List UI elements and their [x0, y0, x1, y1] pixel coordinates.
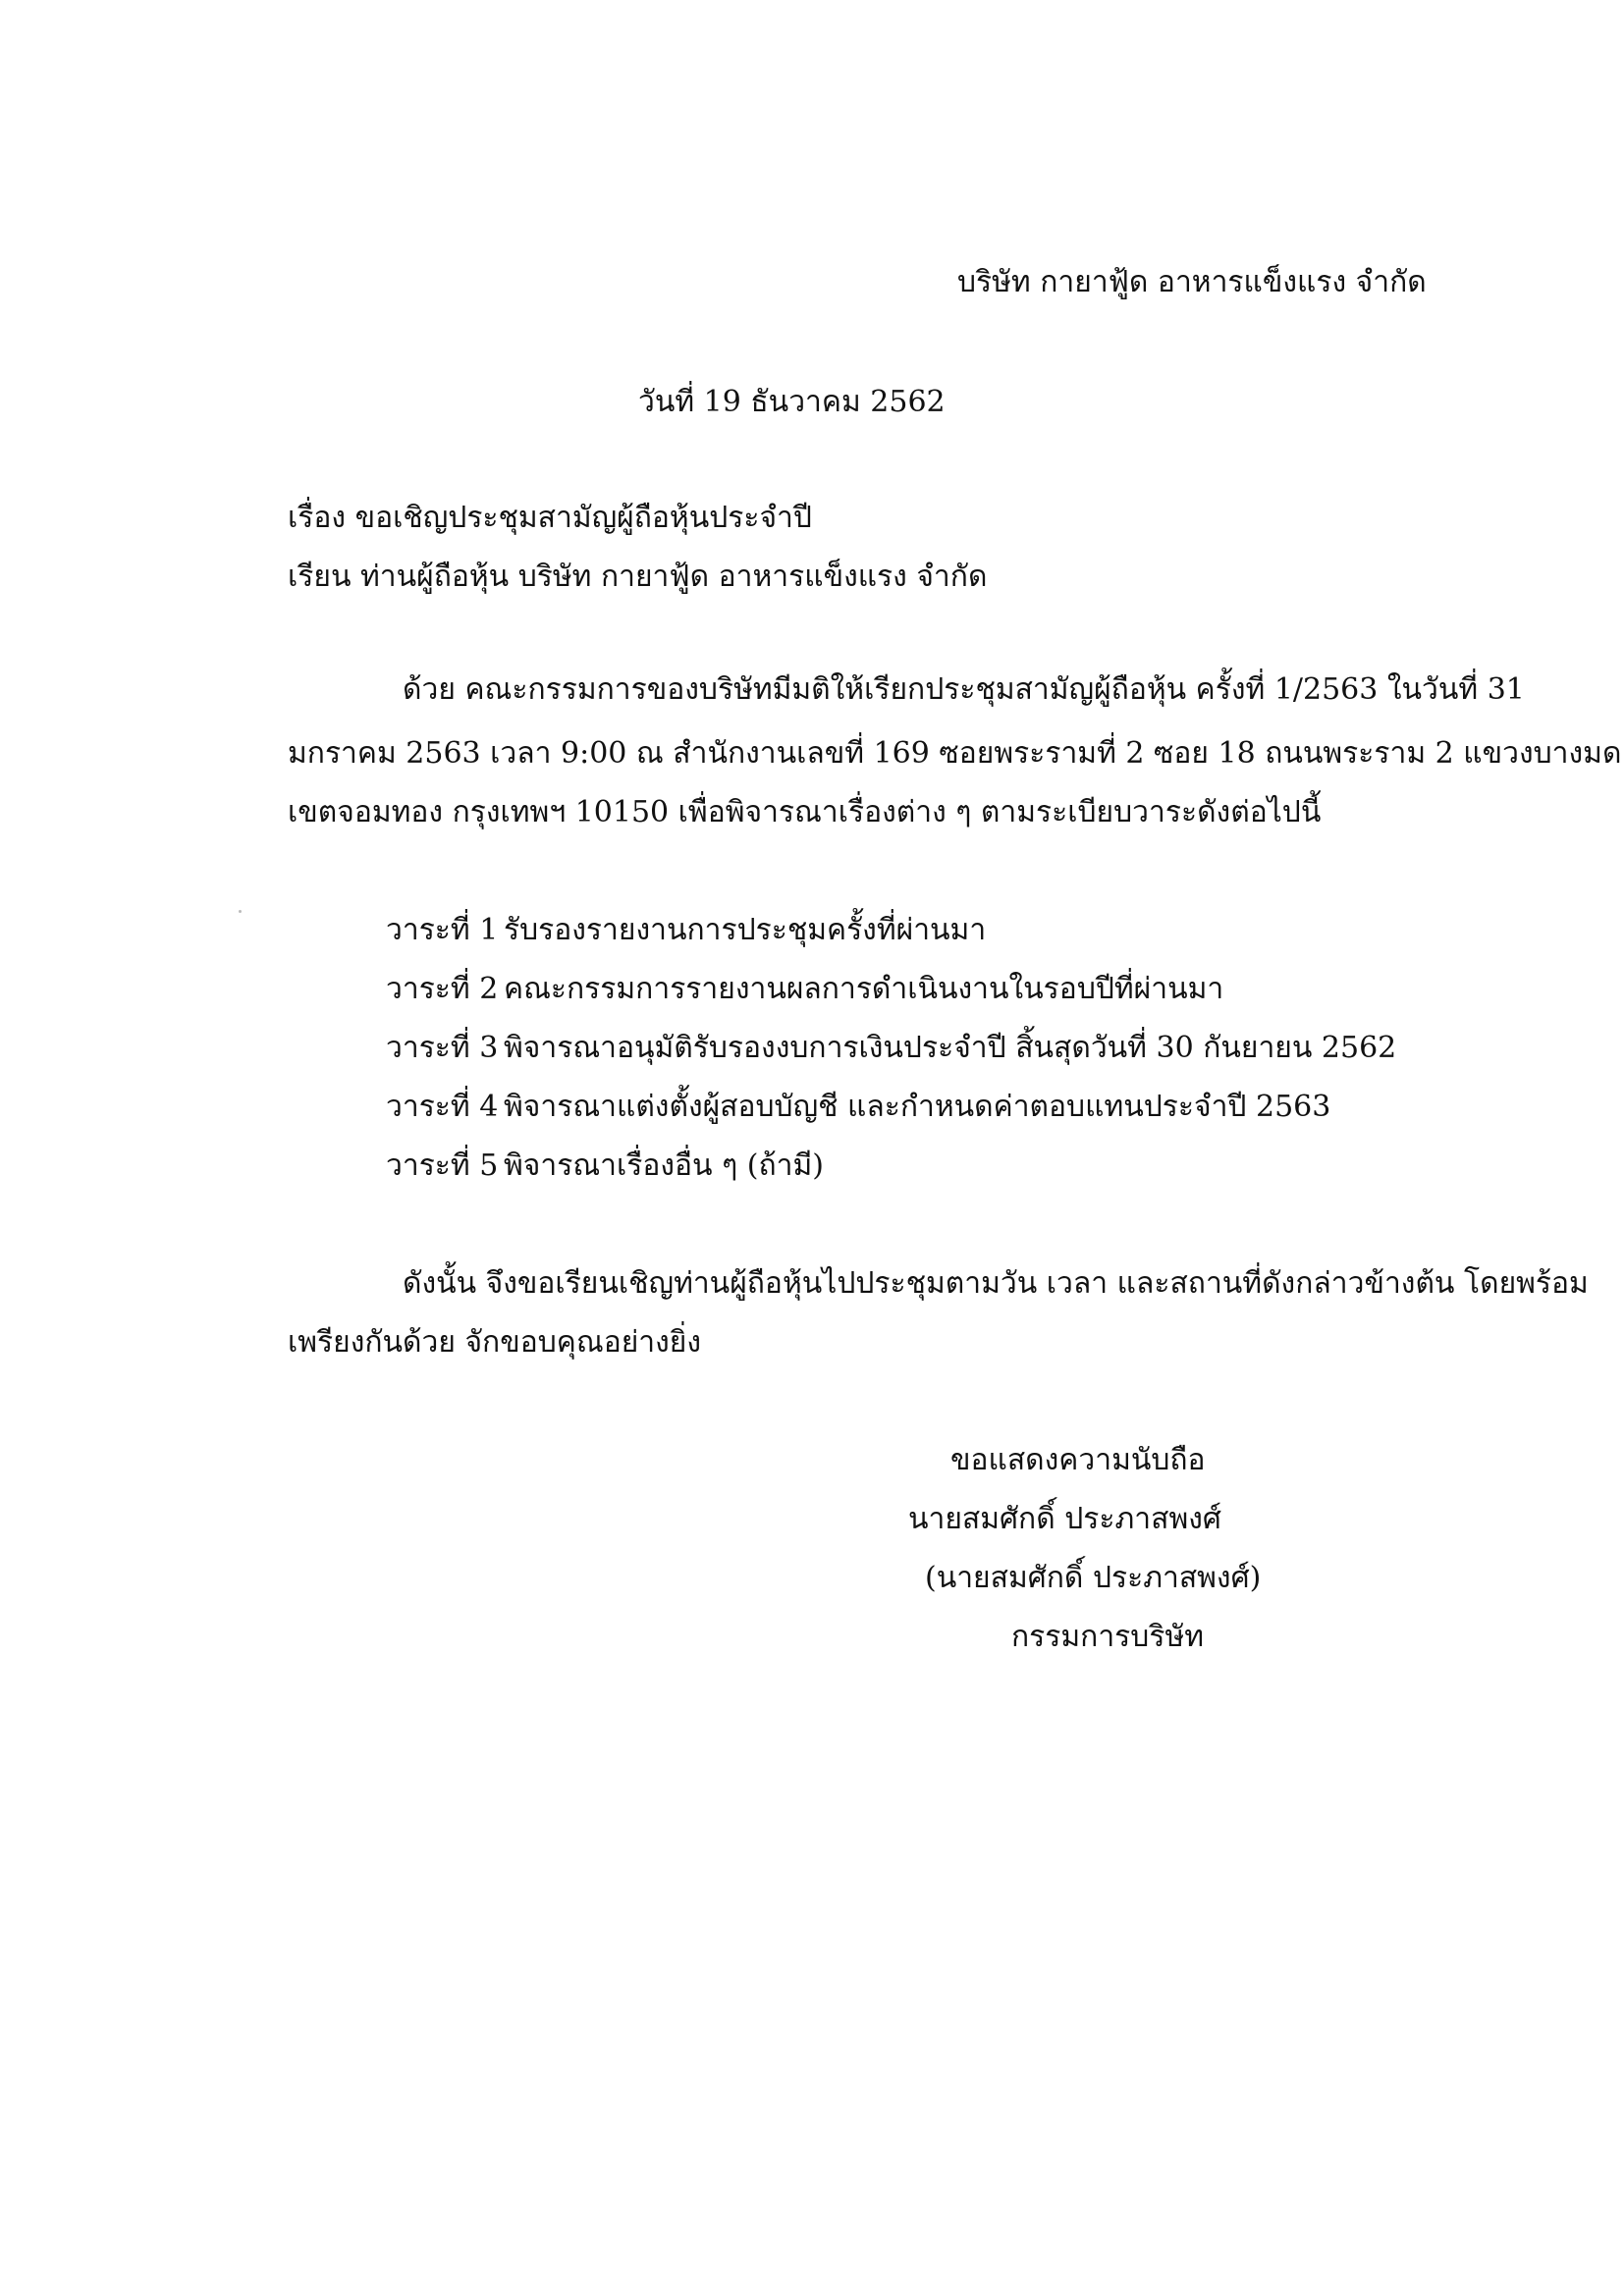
signature-name: นายสมศักดิ์ ประภาสพงศ์ [908, 1502, 1221, 1536]
agenda-label: วาระที่ 2 [386, 972, 499, 1006]
body-paragraph-line-1: ด้วย คณะกรรมการของบริษัทมีมติให้เรียกประชุมสามัญผู้ถือหุ้น ครั้งที่ 1/2563 ในวันที่ 31 [403, 672, 1525, 707]
closing-paragraph-line-1: ดังนั้น จึงขอเรียนเชิญท่านผู้ถือหุ้นไปประชุมตามวัน เวลา และสถานที่ดังกล่าวข้างต้น โดยพร้อม [403, 1266, 1589, 1301]
signature-regards: ขอแสดงความนับถือ [950, 1443, 1206, 1477]
body-paragraph-line-3: เขตจอมทอง กรุงเทพฯ 10150 เพื่อพิจารณาเรื่องต่าง ๆ ตามระเบียบวาระดังต่อไปนี้ [288, 795, 1322, 829]
agenda-item-1 [386, 911, 986, 950]
letter-subject: เรื่อง ขอเชิญประชุมสามัญผู้ถือหุ้นประจำปี [288, 501, 812, 535]
margin-speck [239, 910, 242, 913]
agenda-text: คณะกรรมการรายงานผลการดำเนินงานในรอบปีที่ผ่านมา [504, 972, 1224, 1006]
agenda-label: วาระที่ 3 [386, 1031, 499, 1065]
agenda-item-3 [386, 1029, 1396, 1068]
closing-paragraph-line-2: เพรียงกันด้วย จักขอบคุณอย่างยิ่ง [288, 1325, 702, 1360]
signature-name-parenthesized: (นายสมศักดิ์ ประภาสพงศ์) [925, 1561, 1262, 1595]
agenda-label: วาระที่ 5 [386, 1148, 499, 1183]
letter-date: วันที่ 19 ธันวาคม 2562 [638, 385, 946, 419]
agenda-item-5 [386, 1147, 824, 1186]
agenda-item-2 [386, 970, 1223, 1009]
agenda-text: พิจารณาแต่งตั้งผู้สอบบัญชี และกำหนดค่าตอบแทนประจำปี 2563 [504, 1090, 1331, 1124]
signature-title: กรรมการบริษัท [1011, 1620, 1204, 1654]
agenda-item-4 [386, 1088, 1330, 1127]
company-name-header: บริษัท กายาฟู้ด อาหารแข็งแรง จำกัด [957, 265, 1427, 299]
agenda-label: วาระที่ 4 [386, 1090, 499, 1124]
agenda-text: พิจารณาเรื่องอื่น ๆ (ถ้ามี) [504, 1148, 824, 1183]
letter-recipient: เรียน ท่านผู้ถือหุ้น บริษัท กายาฟู้ด อาหารแข็งแรง จำกัด [288, 560, 988, 594]
agenda-text: รับรองรายงานการประชุมครั้งที่ผ่านมา [504, 913, 987, 947]
agenda-label: วาระที่ 1 [386, 913, 499, 947]
body-paragraph-line-2: มกราคม 2563 เวลา 9:00 ณ สำนักงานเลขที่ 169 ซอยพระรามที่ 2 ซอย 18 ถนนพระราม 2 แขวงบางมด [288, 736, 1622, 771]
agenda-text: พิจารณาอนุมัติรับรองงบการเงินประจำปี สิ้นสุดวันที่ 30 กันยายน 2562 [504, 1031, 1397, 1065]
